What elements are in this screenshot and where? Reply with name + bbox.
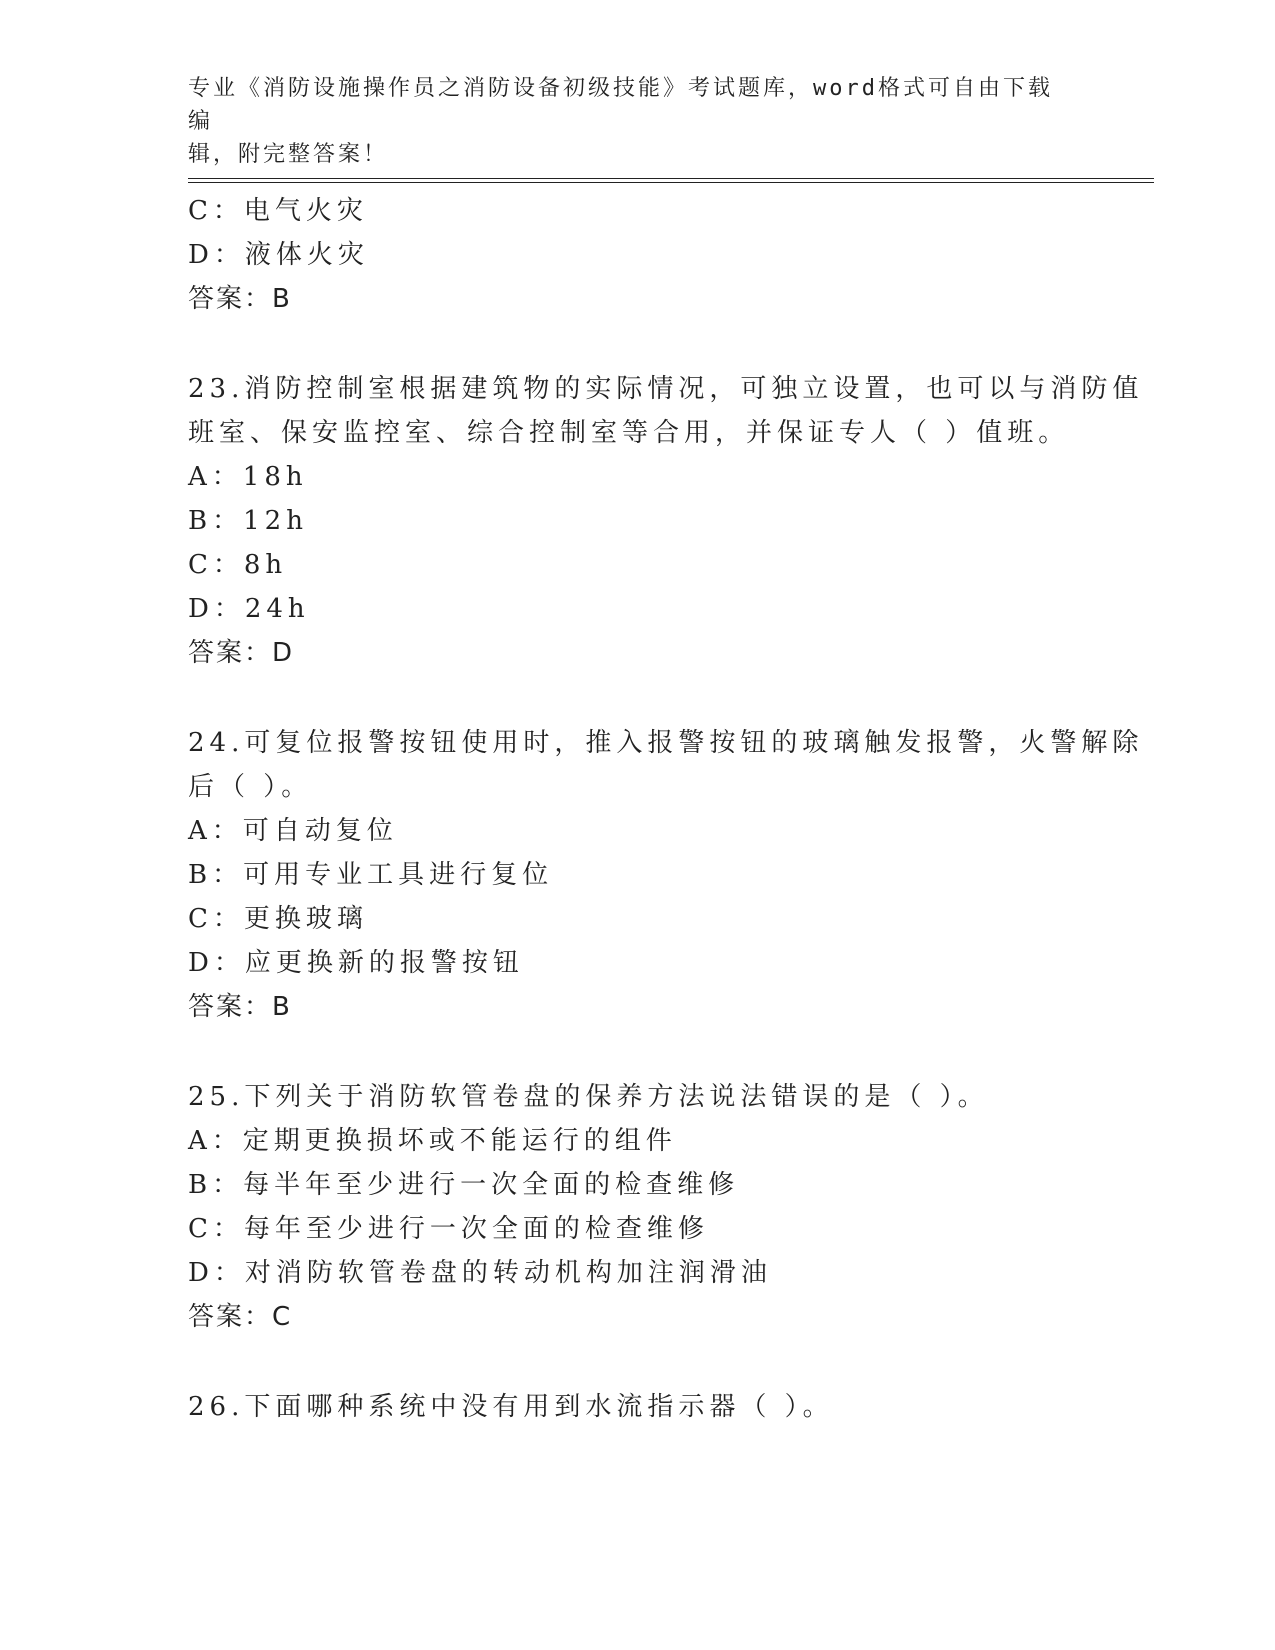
q23-stem-line-1: 23.消防控制室根据建筑物的实际情况，可独立设置，也可以与消防值 [188,374,1144,404]
q23-option-d: D：24h [188,594,310,624]
prev-option-d: D：液体火灾 [188,240,369,270]
q25-option-a: A：定期更换损坏或不能运行的组件 [188,1126,677,1156]
header-divider-top [188,178,1154,179]
q24-answer: 答案：B [188,992,292,1022]
q23-option-b: B：12h [188,506,308,536]
q24-stem-line-1: 24.可复位报警按钮使用时，推入报警按钮的玻璃触发报警，火警解除 [188,728,1144,758]
q24-option-d: D：应更换新的报警按钮 [188,948,524,978]
q26-stem-line-1: 26.下面哪种系统中没有用到水流指示器（ ）。 [188,1392,834,1422]
q23-option-a: A：18h [188,462,308,492]
q24-option-c: C：更换玻璃 [188,904,368,934]
header-line-1: 专业《消防设施操作员之消防设备初级技能》考试题库，word格式可自由下载编 [188,76,1053,134]
q25-option-c: C：每年至少进行一次全面的检查维修 [188,1214,709,1244]
q23-stem-line-2: 班室、保安监控室、综合控制室等合用，并保证专人（ ）值班。 [188,418,1070,448]
q24-option-b: B：可用专业工具进行复位 [188,860,554,890]
q24-option-a: A：可自动复位 [188,816,398,846]
prev-answer: 答案：B [188,284,292,314]
q25-option-d: D：对消防软管卷盘的转动机构加注润滑油 [188,1258,772,1288]
document-header [188,72,1068,171]
header-line-2: 辑，附完整答案！ [188,142,389,167]
prev-option-c: C：电气火灾 [188,196,368,226]
q23-answer: 答案：D [188,638,295,668]
q24-stem-line-2: 后（ ）。 [188,772,313,802]
q25-option-b: B：每半年至少进行一次全面的检查维修 [188,1170,740,1200]
header-divider-bottom [188,182,1154,183]
q23-option-c: C：8h [188,550,288,580]
q25-answer: 答案：C [188,1302,293,1332]
q25-stem-line-1: 25.下列关于消防软管卷盘的保养方法说法错误的是（ ）。 [188,1082,989,1112]
